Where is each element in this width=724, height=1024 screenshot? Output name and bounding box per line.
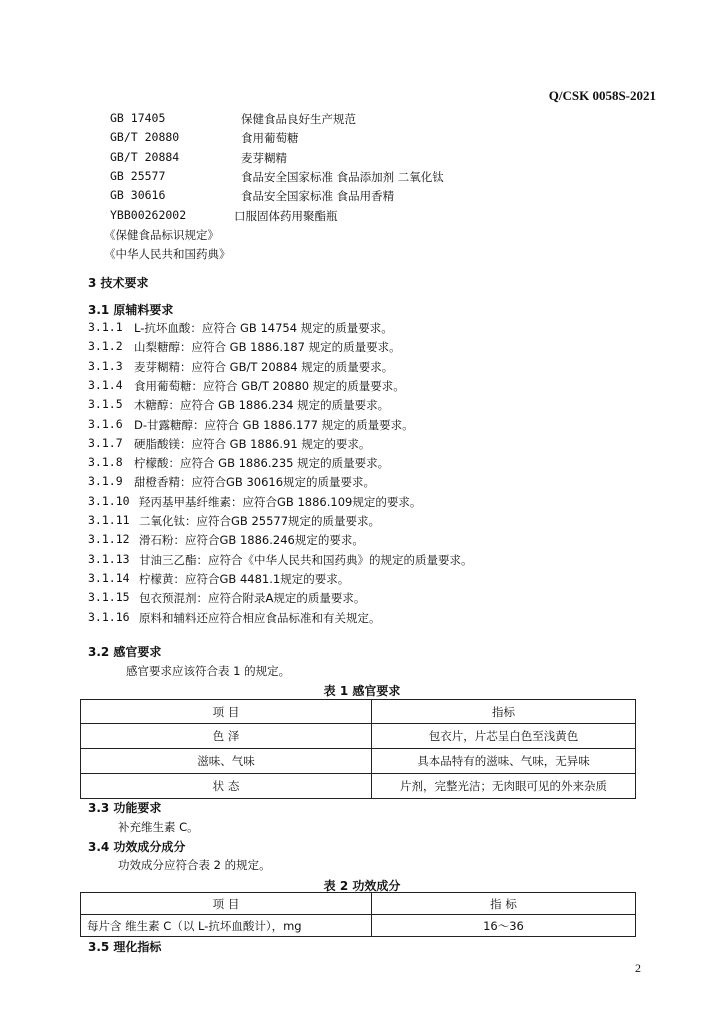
table-header-cell: 指 标	[372, 893, 636, 915]
item-number: 3.1.5	[88, 397, 123, 412]
reference-item: 《中华人民共和国药典》	[104, 247, 231, 262]
item-text: 木糖醇：应符合 GB 1886.234 规定的质量要求。	[134, 398, 390, 413]
item-text: D-甘露糖醇：应符合 GB 1886.177 规定的质量要求。	[134, 417, 414, 432]
reference-item: 《保健食品标识规定》	[104, 228, 219, 242]
function-text: 补充维生素 C。	[118, 820, 199, 834]
table2-caption: 表 2 功效成分	[323, 879, 401, 893]
item-text: 硬脂酸镁：应符合 GB 1886.91 规定的要求。	[134, 436, 371, 451]
item-number: 3.1.10	[88, 493, 130, 508]
item-number: 3.1.3	[88, 358, 123, 373]
item-number: 3.1.12	[88, 532, 130, 547]
item-number: 3.1.11	[88, 513, 130, 527]
item-number: 3.1.13	[88, 551, 130, 566]
subsection-title-3-2: 3.2 感官要求	[88, 645, 162, 659]
document-number: Q/CSK 0058S-2021	[548, 88, 656, 103]
item-text: 二氧化钛：应符合GB 25577规定的质量要求。	[139, 514, 381, 528]
table-row	[81, 749, 636, 774]
item-text: 食用葡萄糖：应符合 GB/T 20880 规定的质量要求。	[134, 378, 405, 393]
item-text: 麦芽糊精：应符合 GB/T 20884 规定的质量要求。	[134, 359, 394, 374]
item-number: 3.1.6	[88, 416, 123, 431]
table-header-cell: 指标	[372, 700, 636, 724]
reference-title: 食用葡萄糖	[241, 131, 299, 146]
item-text: 包衣预混剂：应符合附录A规定的质量要求。	[139, 591, 366, 606]
item-text: L-抗坏血酸：应符合 GB 14754 规定的质量要求。	[134, 321, 393, 335]
functional-table	[80, 892, 636, 937]
reference-code: GB/T 20880	[110, 130, 180, 145]
item-number: 3.1.16	[88, 609, 130, 624]
item-text: 滑石粉：应符合GB 1886.246规定的要求。	[139, 533, 364, 548]
table1-caption: 表 1 感官要求	[323, 684, 401, 698]
item-text: 原料和辅料还应符合相应食品标准和有关规定。	[139, 610, 381, 625]
item-number: 3.1.1	[88, 320, 123, 334]
reference-title: 口服固体药用聚酯瓶	[234, 208, 338, 223]
item-number: 3.1.14	[88, 570, 130, 585]
reference-title: 食品安全国家标准 食品用香精	[241, 189, 395, 204]
table-header-cell: 项 目	[81, 700, 372, 724]
reference-code: GB 30616	[110, 188, 166, 203]
table-cell: 包衣片，片芯呈白色至浅黄色	[372, 724, 636, 749]
table-header-row	[81, 893, 636, 915]
table-cell: 片剂，完整光洁；无肉眼可见的外来杂质	[372, 774, 636, 799]
table-row	[81, 724, 636, 749]
item-text: 柠檬黄：应符合GB 4481.1规定的要求。	[139, 571, 350, 586]
item-text: 山梨糖醇：应符合 GB 1886.187 规定的质量要求。	[134, 340, 401, 355]
table-cell: 具本品特有的滋味、气味，无异味	[372, 749, 636, 774]
item-number: 3.1.15	[88, 590, 130, 605]
table-cell: 状 态	[81, 774, 372, 799]
page-number: 2	[635, 961, 641, 975]
table-header-row	[81, 700, 636, 724]
item-text: 甜橙香精：应符合GB 30616规定的质量要求。	[134, 475, 376, 490]
table-header-cell: 项 目	[81, 893, 372, 915]
reference-code: GB/T 20884	[110, 149, 180, 164]
table-row	[81, 915, 636, 937]
subsection-title-3-5: 3.5 理化指标	[88, 940, 162, 954]
reference-code: GB 17405	[110, 111, 166, 125]
sensory-table	[80, 699, 636, 799]
reference-title: 麦芽糊精	[241, 150, 287, 165]
item-text: 柠檬酸：应符合 GB 1886.235 规定的质量要求。	[134, 456, 390, 471]
sensory-intro: 感官要求应该符合表 1 的规定。	[126, 664, 291, 678]
item-number: 3.1.8	[88, 455, 123, 470]
subsection-title-3-3: 3.3 功能要求	[88, 801, 162, 815]
item-number: 3.1.9	[88, 474, 123, 489]
item-text: 甘油三乙酯：应符合《中华人民共和国药典》的规定的质量要求。	[139, 552, 473, 567]
table-row	[81, 774, 636, 799]
reference-title: 保健食品良好生产规范	[241, 112, 356, 126]
item-number: 3.1.4	[88, 377, 123, 392]
section-title: 3 技术要求	[88, 276, 149, 290]
subsection-title-3-1: 3.1 原辅料要求	[88, 303, 174, 317]
item-text: 羟丙基甲基纤维素：应符合GB 1886.109规定的要求。	[139, 494, 422, 509]
reference-code: GB 25577	[110, 168, 166, 183]
reference-title: 食品安全国家标准 食品添加剂 二氧化钛	[241, 169, 444, 184]
item-number: 3.1.7	[88, 435, 123, 450]
reference-code: YBB00262002	[110, 207, 187, 222]
item-number: 3.1.2	[88, 339, 123, 354]
table-cell: 16～36	[372, 915, 636, 937]
functional-intro: 功效成分应符合表 2 的规定。	[118, 858, 271, 872]
table-cell: 每片含 维生素 C（以 L-抗坏血酸计），mg	[81, 915, 372, 937]
table-cell: 色 泽	[81, 724, 372, 749]
subsection-title-3-4: 3.4 功效成分成分	[88, 840, 186, 854]
table-cell: 滋味、气味	[81, 749, 372, 774]
